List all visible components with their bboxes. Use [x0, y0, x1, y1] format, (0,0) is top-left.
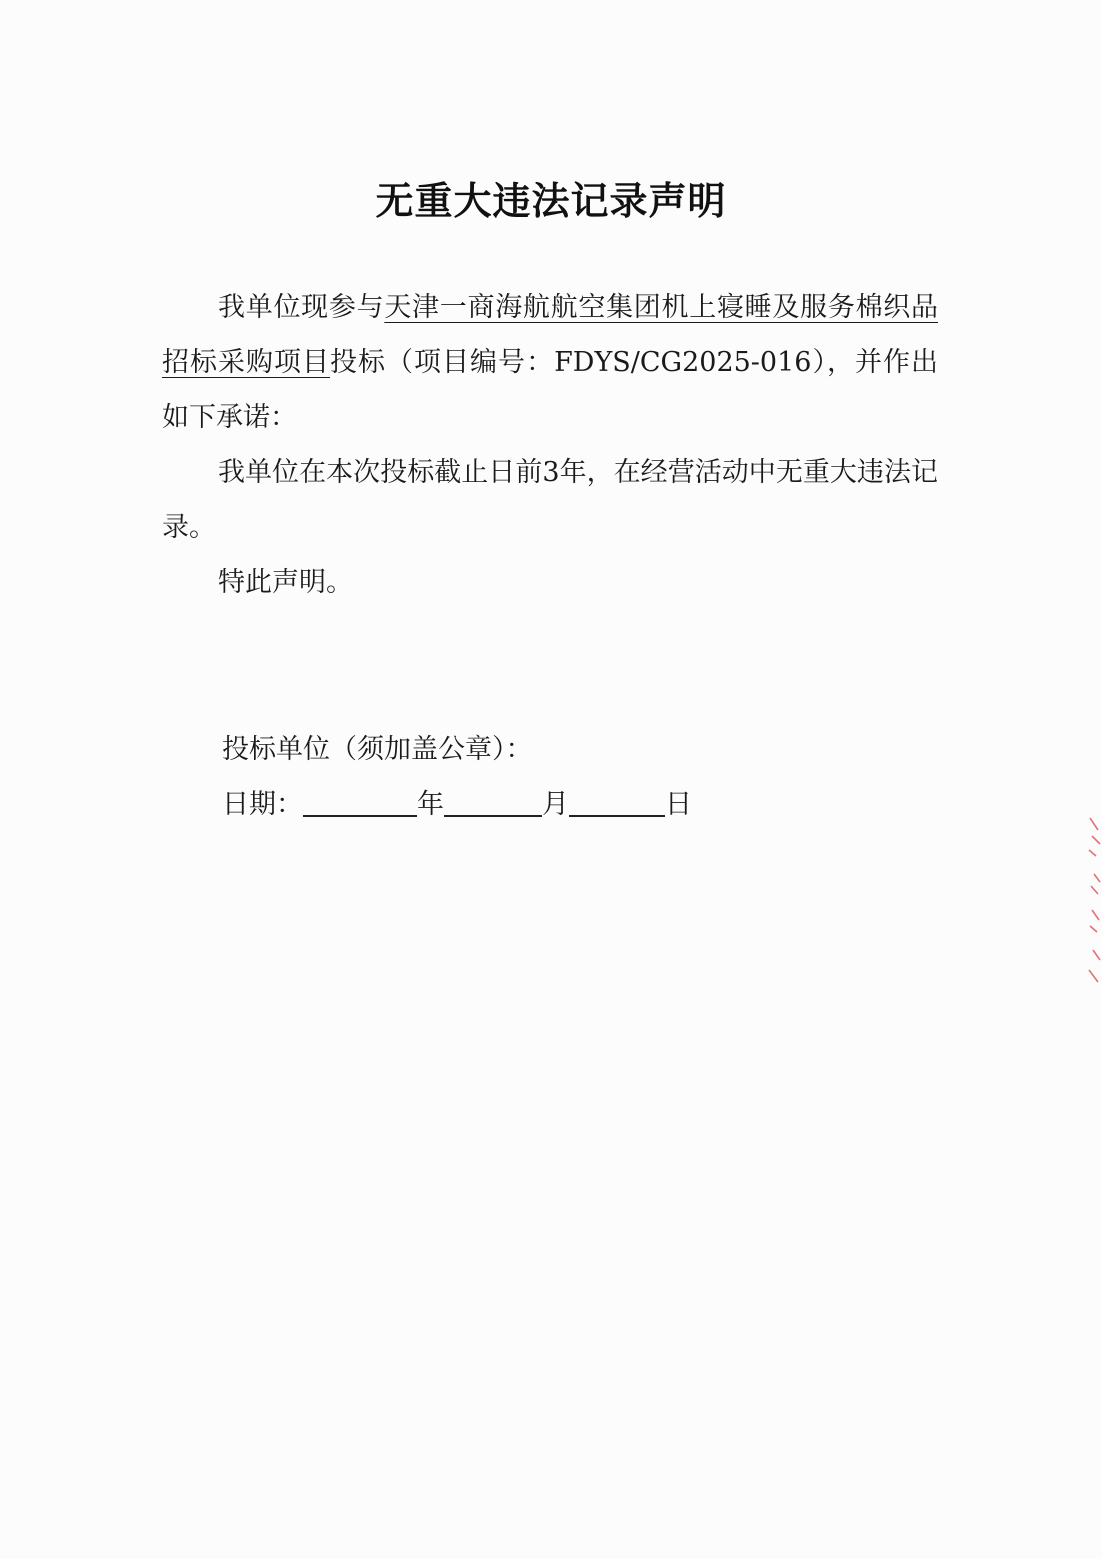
document-title: 无重大违法记录声明	[375, 179, 727, 223]
day-label: 日	[665, 789, 692, 820]
year-label: 年	[417, 789, 444, 820]
year-blank	[303, 785, 417, 817]
para1-tail: 投标（项目编号：FDYS/CG2025-016），并作出如下承诺：	[162, 347, 938, 433]
day-blank	[569, 785, 665, 817]
month-blank	[444, 785, 542, 817]
date-label: 日期：	[222, 789, 303, 820]
date-line	[222, 777, 692, 832]
bidder-unit-label: 投标单位（须加盖公章）：	[222, 734, 533, 765]
month-label: 月	[542, 789, 569, 820]
no-violation-statement: 我单位在本次投标截止日前3年，在经营活动中无重大违法记录。	[162, 457, 938, 543]
signature-block	[222, 722, 692, 832]
commitment-paragraph	[162, 280, 938, 445]
seal-stamp-edge	[1086, 810, 1102, 990]
closing-statement: 特此声明。	[218, 567, 353, 598]
project-name: 天津一商海航航空集团机上寝睡及服务棉织品招标采购项目	[162, 292, 939, 378]
document-body	[162, 280, 938, 610]
para1-lead: 我单位现参与	[218, 292, 385, 323]
